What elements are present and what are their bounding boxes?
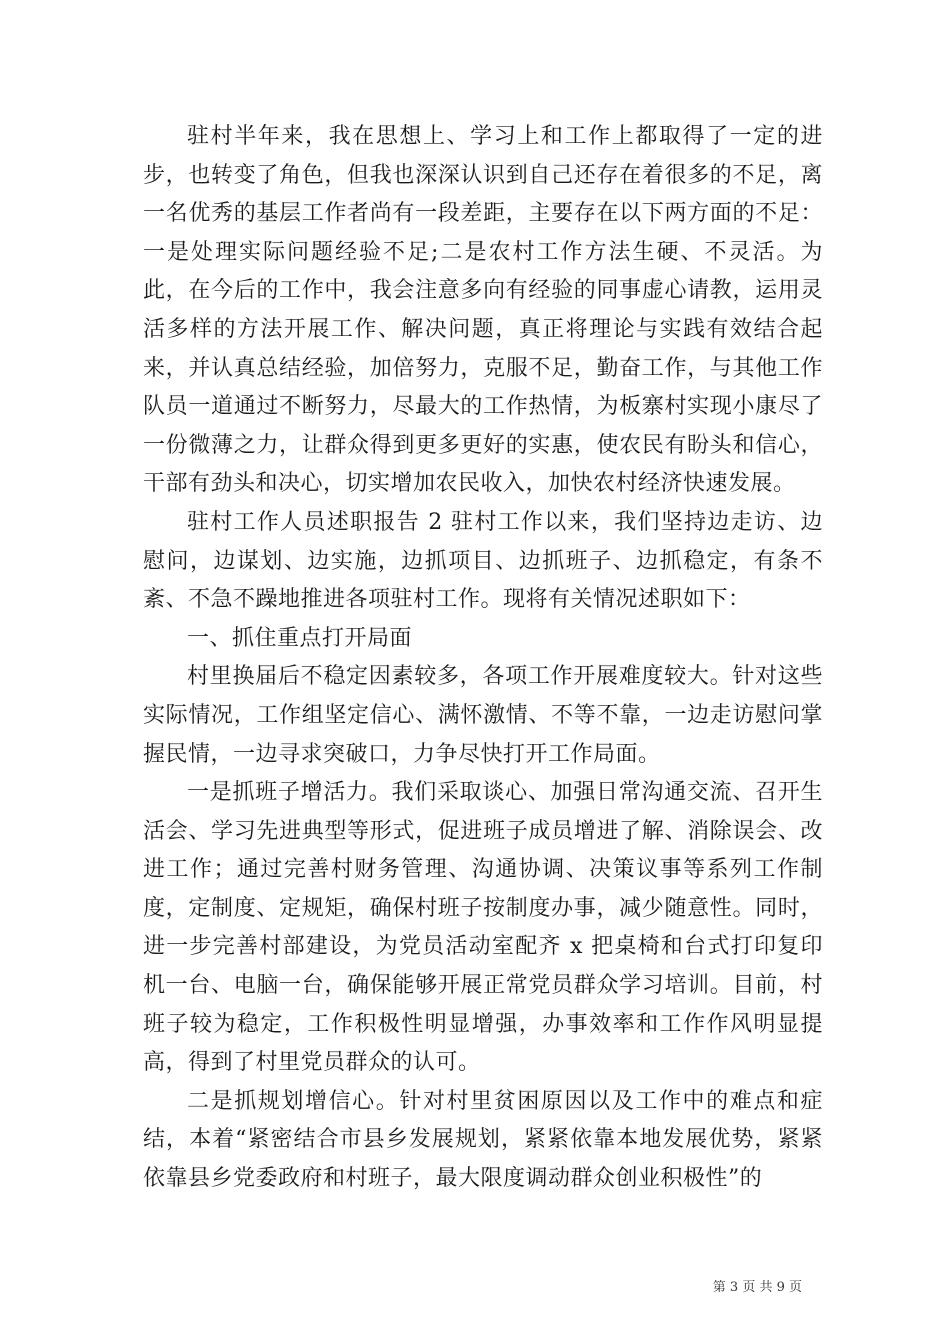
page-number: 第 3 页 共 9 页 (712, 1280, 802, 1295)
paragraph: 驻村半年来，我在思想上、学习上和工作上都取得了一定的进步，也转变了角色，但我也深深认识到自己还存在着很多的不足，离一名优秀的基层工作者尚有一段差距，主要存在以下两方面的不足：一是处理实际问题经验不足;二是农村工作方法生硬、不灵活。为此，在今后的工作中，我会注意多向有经验的同事虚心请教，运用灵活多样的方法开展工作、解决问题，真正将理论与实践有效结合起来，并认真总结经验，加倍努力，克服不足，勤奋工作，与其他工作队员一道通过不断努力，尽最大的工作热情，为板寨村实现小康尽了一份微薄之力，让群众得到更多更好的实惠，使农民有盼头和信心，干部有劲头和决心，切实增加农民收入，加快农村经济快速发展。 (143, 124, 823, 497)
paragraph: 一是抓班子增活力。我们采取谈心、加强日常沟通交流、召开生活会、学习先进典型等形式，促进班子成员增进了解、消除误会、改进工作；通过完善村财务管理、沟通协调、决策议事等系列工作制度，定制度、定规矩，确保村班子按制度办事，减少随意性。同时，进一步完善村部建设，为党员活动室配齐 x 把桌椅和台式打印复印机一台、电脑一台，确保能够开展正常党员群众学习培训。目前，村班子较为稳定，工作积极性明显增强，办事效率和工作作风明显提高，得到了村里党员群众的认可。 (143, 780, 823, 1076)
document-body (143, 118, 823, 1199)
paragraph: 驻村工作人员述职报告 2 驻村工作以来，我们坚持边走访、边慰问，边谋划、边实施，边抓项目、边抓班子、边抓稳定，有条不紊、不急不躁地推进各项驻村工作。现将有关情况述职如下： (143, 509, 823, 613)
paragraph: 村里换届后不稳定因素较多，各项工作开展难度较大。针对这些实际情况，工作组坚定信心、满怀激情、不等不靠，一边走访慰问掌握民情，一边寻求突破口，力争尽快打开工作局面。 (143, 664, 823, 767)
paragraph: 二是抓规划增信心。针对村里贫困原因以及工作中的难点和症结，本着“紧密结合市县乡发展规划，紧紧依靠本地发展优势，紧紧依靠县乡党委政府和村班子，最大限度调动群众创业积极性”的 (143, 1088, 823, 1192)
section-heading: 一、抓住重点打开局面 (187, 625, 413, 651)
